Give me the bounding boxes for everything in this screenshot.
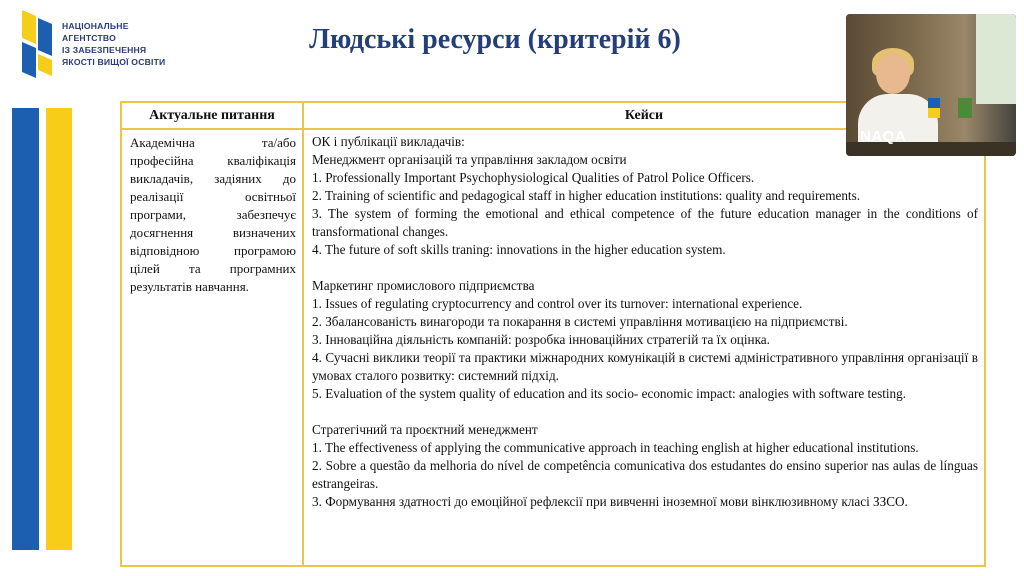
- list-item: 5. Evaluation of the system quality of education and its socio- economic impact: analogies with software testing.: [312, 386, 907, 401]
- section-heading: ОК і публікації викладачів:: [312, 134, 465, 149]
- projector-screen: [976, 14, 1016, 104]
- list-item: 3. Формування здатності до емоційної рефлексії при вивченні іноземної мови вінклюзивному класі ЗЗСО.: [312, 494, 908, 509]
- list-item: 2. Sobre a questão da melhoria do nível de competência comunicativa dos estudantes do ensino superior nas aulas de línguas estrangeiras.: [312, 458, 978, 491]
- logo-line-4: ЯКОСТІ ВИЩОЇ ОСВІТИ: [62, 57, 166, 67]
- list-item: 1. The effectiveness of applying the communicative approach in teaching english at higher educational institutions.: [312, 440, 919, 455]
- list-item: 2. Training of scientific and pedagogical staff in higher education institutions: quality and requirements.: [312, 188, 861, 203]
- logo-line-2: АГЕНТСТВО: [62, 33, 116, 43]
- slide-title: Людські ресурси (критерій 6): [309, 24, 681, 55]
- speaker-face: [876, 54, 910, 94]
- flag-icon: [958, 98, 972, 118]
- cases-section-marketing: [312, 277, 978, 403]
- naqa-logo-mark-icon: [22, 10, 52, 78]
- table-header-topic: Актуальне питання: [122, 103, 304, 130]
- section-subheading: Менеджмент організацій та управління закладом освіти: [312, 152, 627, 167]
- list-item: 2. Збалансованість винагороди та покарання в системі управління мотивацією на підприємстві.: [312, 314, 848, 329]
- flag-bar-yellow: [46, 108, 72, 550]
- speaker-video[interactable]: [846, 14, 1016, 156]
- list-item: 1. Professionally Important Psychophysiological Qualities of Patrol Police Officers.: [312, 170, 755, 185]
- list-item: 3. Інноваційна діяльність компаній: розробка інноваційних стратегій та їх оцінка.: [312, 332, 770, 347]
- flag-icon: [928, 98, 940, 118]
- logo-line-1: НАЦІОНАЛЬНЕ: [62, 21, 129, 31]
- cases-section-strategic: [312, 421, 978, 511]
- list-item: 4. Сучасні виклики теорії та практики міжнародних комунікацій в системі адміністративного управління організації в умовах сталого розвитку: системний підхід.: [312, 350, 978, 383]
- naqa-logo: [22, 10, 172, 84]
- criteria-table: [120, 101, 986, 567]
- logo-text: [62, 20, 165, 68]
- list-item: 1. Issues of regulating cryptocurrency and control over its turnover: international experience.: [312, 296, 803, 311]
- list-item: 3. The system of forming the emotional and ethical competence of the future education manager in the conditions of transformational changes.: [312, 206, 978, 239]
- section-subheading: Маркетинг промислового підприємства: [312, 278, 535, 293]
- section-spacer: [312, 403, 978, 421]
- list-item: 4. The future of soft skills traning: innovations in the higher education system.: [312, 242, 726, 257]
- cases-cell: [304, 130, 984, 565]
- logo-line-3: ІЗ ЗАБЕЗПЕЧЕННЯ: [62, 45, 147, 55]
- table-header-cases: Кейси: [304, 103, 984, 130]
- participant-name-label: NAQA: [860, 128, 907, 145]
- flag-bar-blue: [12, 108, 39, 550]
- topic-cell: Академічна та/або професійна кваліфікація викладачів, задіяних до реалізації освітньої програми, забезпечує досягнення визначених відповідною програмою цілей та програмних результатів навчання.: [122, 130, 304, 565]
- section-subheading: Стратегічний та проєктний менеджмент: [312, 422, 538, 437]
- section-spacer: [312, 259, 978, 277]
